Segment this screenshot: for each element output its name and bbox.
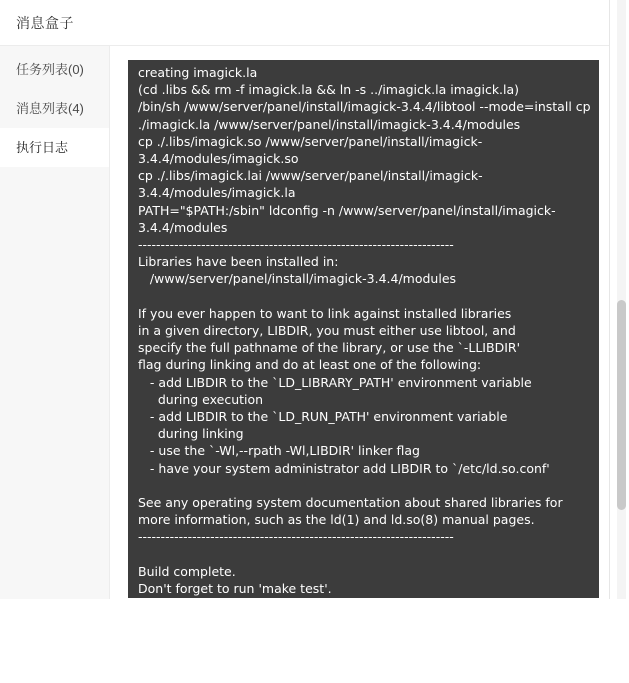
execution-log-console[interactable]: [128, 60, 599, 683]
panel-body: [0, 46, 609, 683]
console-line: cp ./.libs/imagick.so /www/server/panel/install/imagick-3.4.4/modules/imagick.so: [138, 133, 483, 166]
console-line: ----------------------------------------------------------------------: [138, 529, 454, 545]
console-line: in a given directory, LIBDIR, you must either use libtool, and: [138, 323, 516, 339]
console-line: Build complete.: [138, 563, 236, 579]
console-line: - use the `-Wl,--rpath -Wl,LIBDIR' linker flag: [138, 443, 420, 459]
console-line: during execution: [138, 391, 264, 407]
console-line: flag during linking and do at least one of the following:: [138, 357, 482, 373]
console-line: Libraries have been installed in:: [138, 254, 339, 270]
sidebar-item-message-list[interactable]: 消息列表(4): [16, 101, 84, 116]
console-line: Reload service php-fpm done: [138, 667, 326, 683]
console-line: - add LIBDIR to the `LD_LIBRARY_PATH' environment variable: [138, 374, 532, 390]
console-line: - add LIBDIR to the `LD_RUN_PATH' environment variable: [138, 409, 508, 425]
console-line: [138, 546, 591, 563]
page-scrollbar-thumb[interactable]: [617, 300, 626, 510]
console-line: creating imagick.la: [138, 65, 258, 80]
console-line: /www/server/panel/install/imagick-3.4.4/modules: [138, 271, 457, 287]
console-line: Installing header files: /www/server/php/74/include/php/: [138, 649, 525, 665]
sidebar-item-execution-log[interactable]: 执行日志: [0, 128, 109, 167]
console-line: specify the full pathname of the library, or use the `-LLIBDIR': [138, 340, 521, 356]
console-line: cp ./.libs/imagick.lai /www/server/panel/install/imagick-3.4.4/modules/imagick.la: [138, 168, 483, 201]
console-line: ----------------------------------------------------------------------: [138, 237, 454, 253]
console-line: - have your system administrator add LIBDIR to `/etc/ld.so.conf': [138, 460, 550, 476]
console-line: during linking: [138, 426, 244, 442]
page-title: 消息盒子: [16, 14, 74, 31]
console-line: Installing shared extensions: /www/server/php/74/lib/php/extensions/no-debug-non-zts-20190902/: [138, 615, 571, 648]
console-line: (cd .libs && rm -f imagick.la && ln -s ../imagick.la imagick.la): [138, 82, 520, 98]
content-area: [110, 46, 609, 683]
console-line: more information, such as the ld(1) and ld.so(8) manual pages.: [138, 512, 535, 528]
console-line: PATH="$PATH:/sbin" ldconfig -n /www/server/panel/install/imagick-3.4.4/modules: [138, 202, 556, 235]
console-line: /bin/sh /www/server/panel/install/imagick-3.4.4/libtool --mode=install cp: [138, 99, 591, 115]
console-line: See any operating system documentation about shared libraries for: [138, 495, 563, 511]
sidebar-item-task-list[interactable]: 任务列表(0): [16, 62, 84, 77]
console-line: If you ever happen to want to link against installed libraries: [138, 305, 512, 321]
console-line: [138, 597, 591, 614]
sidebar: [0, 46, 110, 599]
console-line: Don't forget to run 'make test'.: [138, 581, 332, 597]
panel-header: [0, 0, 609, 46]
console-line: [138, 477, 591, 494]
console-line: ./imagick.la /www/server/panel/install/imagick-3.4.4/modules: [138, 116, 521, 132]
console-line: [138, 288, 591, 305]
